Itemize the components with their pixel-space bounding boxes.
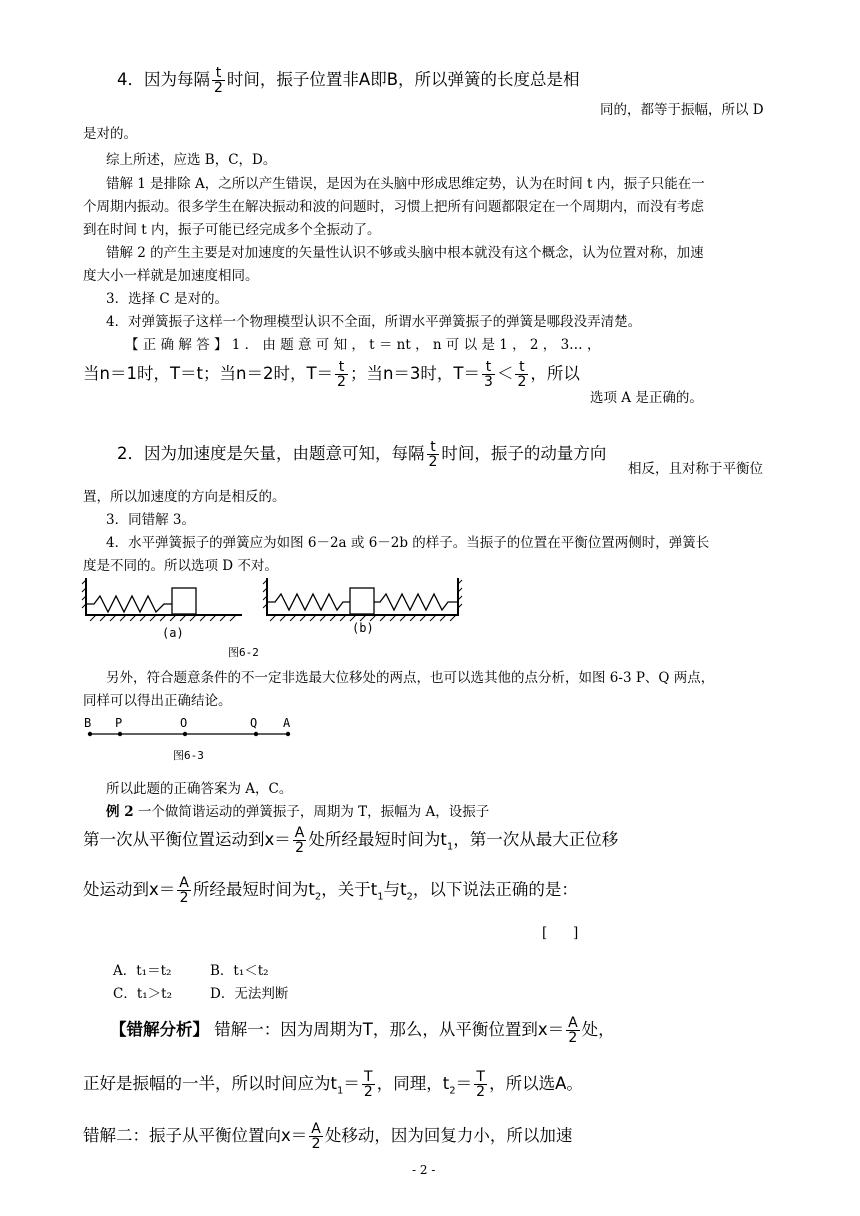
denominator: 2 <box>517 374 527 390</box>
paragraph-line: 错解 1 是排除 A，之所以产生错误，是因为在头脑中形成思维定势，认为在时间 t 内，振子只能在一 <box>106 176 705 192</box>
page-number: - 2 - <box>412 1163 436 1177</box>
fraction <box>566 1016 580 1045</box>
text: ，关于t <box>321 880 378 899</box>
subscript: 1 <box>336 1085 344 1097</box>
text: ；当n＝3时，T＝ <box>349 364 481 383</box>
text: ，所以 <box>530 364 580 383</box>
label-p: P <box>115 716 123 730</box>
numerator: t <box>515 360 528 375</box>
fraction <box>362 1070 375 1099</box>
paragraph-line: 度大小一样就是加速度相同。 <box>83 268 259 284</box>
denominator: 2 <box>214 80 223 96</box>
error-analysis-heading: 【错解分析】 <box>110 1020 209 1039</box>
example-2-intro <box>106 800 489 820</box>
text: 所经最短时间为t <box>192 880 315 899</box>
paragraph-line: 4．对弹簧振子这样一个物理模型认识不全面，所谓水平弹簧振子的弹簧是哪段没弄清楚。 <box>106 314 642 330</box>
figure-caption-6-2: 图6-2 <box>228 646 259 659</box>
option-d: D．无法判断 <box>210 986 289 1002</box>
denominator: 2 <box>568 1030 578 1046</box>
option-c: C．t₁＞t₂ <box>113 986 173 1002</box>
numerator: t <box>482 360 495 375</box>
text: ，第一次从最大正位移 <box>453 830 619 849</box>
text: 与t <box>383 880 407 899</box>
text: 当n＝1时，T＝t；当n＝2时，T＝ <box>83 364 334 383</box>
example-label: 例 2 <box>106 804 134 820</box>
numerator: T <box>362 1070 375 1085</box>
text: 处移动，因为回复力小，所以加速 <box>324 1126 573 1145</box>
paragraph-line: 度是不同的。所以选项 D 不对。 <box>83 558 278 574</box>
subscript: 2 <box>449 1085 456 1097</box>
numerator: A <box>294 825 305 841</box>
text: 处所经最短时间为t <box>308 830 447 849</box>
text: ，以下说法正确的是： <box>412 880 578 899</box>
paragraph-line: 另外，符合题意条件的不一定非选最大位移处的两点，也可以选其他的点分析，如图 6-3 P、Q 两点， <box>106 670 715 686</box>
example-line <box>83 826 618 855</box>
text: ＜ <box>496 364 514 383</box>
fraction <box>515 360 528 389</box>
paragraph-line: 4．水平弹簧振子的弹簧应为如图 6－2a 或 6－2b 的样子。当振子的位置在平衡位置两侧时，弹簧长 <box>106 535 710 551</box>
paragraph-line: 个周期内振动。很多学生在解决振动和波的问题时，习惯上把所有问题都限定在一个周期内，而没有考虑 <box>83 199 704 215</box>
denominator: 3 <box>484 374 493 390</box>
paragraph-line: 3．同错解 3。 <box>106 512 195 528</box>
subscript: 2 <box>314 891 322 903</box>
error-line <box>83 1122 572 1151</box>
subscript: 2 <box>406 891 413 903</box>
fraction <box>482 360 495 389</box>
denominator: 2 <box>311 1136 321 1152</box>
denominator: 2 <box>179 890 189 906</box>
label-a: A <box>283 716 291 730</box>
fraction-t-over-2 <box>212 66 225 95</box>
correct-answer-heading: 【 正 确 解 答 】 1 ． 由 题 意 可 知 ， t ＝ nt ， n 可 以 是 1 ， 2 ， 3… ， <box>125 337 601 353</box>
numerator: t <box>335 360 348 375</box>
text: 正好是振幅的一半，所以时间应为t <box>83 1074 337 1093</box>
paragraph-line: 同样可以得出正确结论。 <box>83 693 232 709</box>
point-p <box>118 732 122 736</box>
number-line-figure <box>80 714 300 766</box>
label-b: B <box>84 716 92 730</box>
spring-diagram-b <box>263 578 462 635</box>
numerator: t <box>212 66 225 81</box>
denominator: 2 <box>363 1084 373 1100</box>
text: ＝ <box>343 1074 360 1093</box>
text: ，所以选A。 <box>489 1074 583 1093</box>
numerator: t <box>427 440 440 455</box>
example-line <box>83 876 578 905</box>
label-o: O <box>180 716 188 730</box>
figure-label-a: (a) <box>162 626 184 640</box>
fraction <box>427 440 440 469</box>
numerator: A <box>179 875 189 891</box>
text: 4．因为每隔 <box>117 70 210 89</box>
fraction <box>177 876 191 905</box>
numerator: A <box>568 1015 578 1031</box>
line-tail: 选项 A 是正确的。 <box>590 390 703 406</box>
figure-label-b: (b) <box>352 621 374 635</box>
line-tail: 同的，都等于振幅，所以 D <box>600 102 764 118</box>
spring-diagram-a <box>82 578 242 640</box>
paragraph-line: 是对的。 <box>83 126 137 142</box>
text: 错解二：振子从平衡位置向x＝ <box>83 1126 308 1145</box>
fraction <box>335 360 348 389</box>
text: 错解一：因为周期为T，那么，从平衡位置到x＝ <box>209 1020 565 1039</box>
figure-caption-6-3: 图6-3 <box>173 749 204 762</box>
text: 时间，振子的动量方向 <box>441 444 607 463</box>
numerator: T <box>474 1070 487 1085</box>
denominator: 2 <box>295 840 305 856</box>
error-line <box>83 1070 583 1099</box>
paragraph-line: 综上所述，应选 B，C，D。 <box>106 152 277 168</box>
line-momentum <box>117 440 606 469</box>
error-analysis-line <box>110 1016 615 1045</box>
fraction <box>293 826 307 855</box>
text: 处运动到x＝ <box>83 880 176 899</box>
text: 时间，振子位置非A即B，所以弹簧的长度总是相 <box>226 70 580 89</box>
line-period-half <box>117 66 580 95</box>
paragraph-line: 错解 2 的产生主要是对加速度的矢量性认识不够或头脑中根本就没有这个概念，认为位置对称，加速 <box>106 245 704 261</box>
fraction <box>309 1122 323 1151</box>
spring-oscillator-figure <box>80 574 470 664</box>
paragraph-line: 所以此题的正确答案为 A，C。 <box>106 781 293 797</box>
point-o <box>183 732 187 736</box>
text: 一个做简谐运动的弹簧振子，周期为 T，振幅为 A，设振子 <box>133 804 490 820</box>
text: 2．因为加速度是矢量，由题意可知，每隔 <box>117 444 425 463</box>
paragraph-line: 3．选择 C 是对的。 <box>106 291 229 307</box>
denominator: 2 <box>476 1084 486 1100</box>
text: 处， <box>581 1020 615 1039</box>
fraction <box>474 1070 487 1099</box>
text: 第一次从平衡位置运动到x＝ <box>83 830 291 849</box>
line-tail: 相反，且对称于平衡位 <box>628 461 763 477</box>
label-q: Q <box>250 716 258 730</box>
option-a: A．t₁＝t₂ <box>113 963 172 979</box>
point-a <box>286 732 290 736</box>
denominator: 2 <box>337 374 346 390</box>
paragraph-line: 到在时间 t 内，振子可能已经完成多个全振动了。 <box>83 222 381 238</box>
point-b <box>88 732 92 736</box>
subscript: 1 <box>446 841 454 853</box>
point-q <box>254 732 258 736</box>
text: ＝ <box>455 1074 473 1093</box>
paragraph-line: 置，所以加速度的方向是相反的。 <box>83 489 286 505</box>
numerator: A <box>311 1121 321 1137</box>
line-period-cases <box>83 360 580 389</box>
subscript: 1 <box>377 891 384 903</box>
answer-bracket: [ ] <box>542 925 579 941</box>
option-b: B．t₁＜t₂ <box>210 963 269 979</box>
text: ，同理，t <box>376 1074 450 1093</box>
denominator: 2 <box>428 454 438 470</box>
